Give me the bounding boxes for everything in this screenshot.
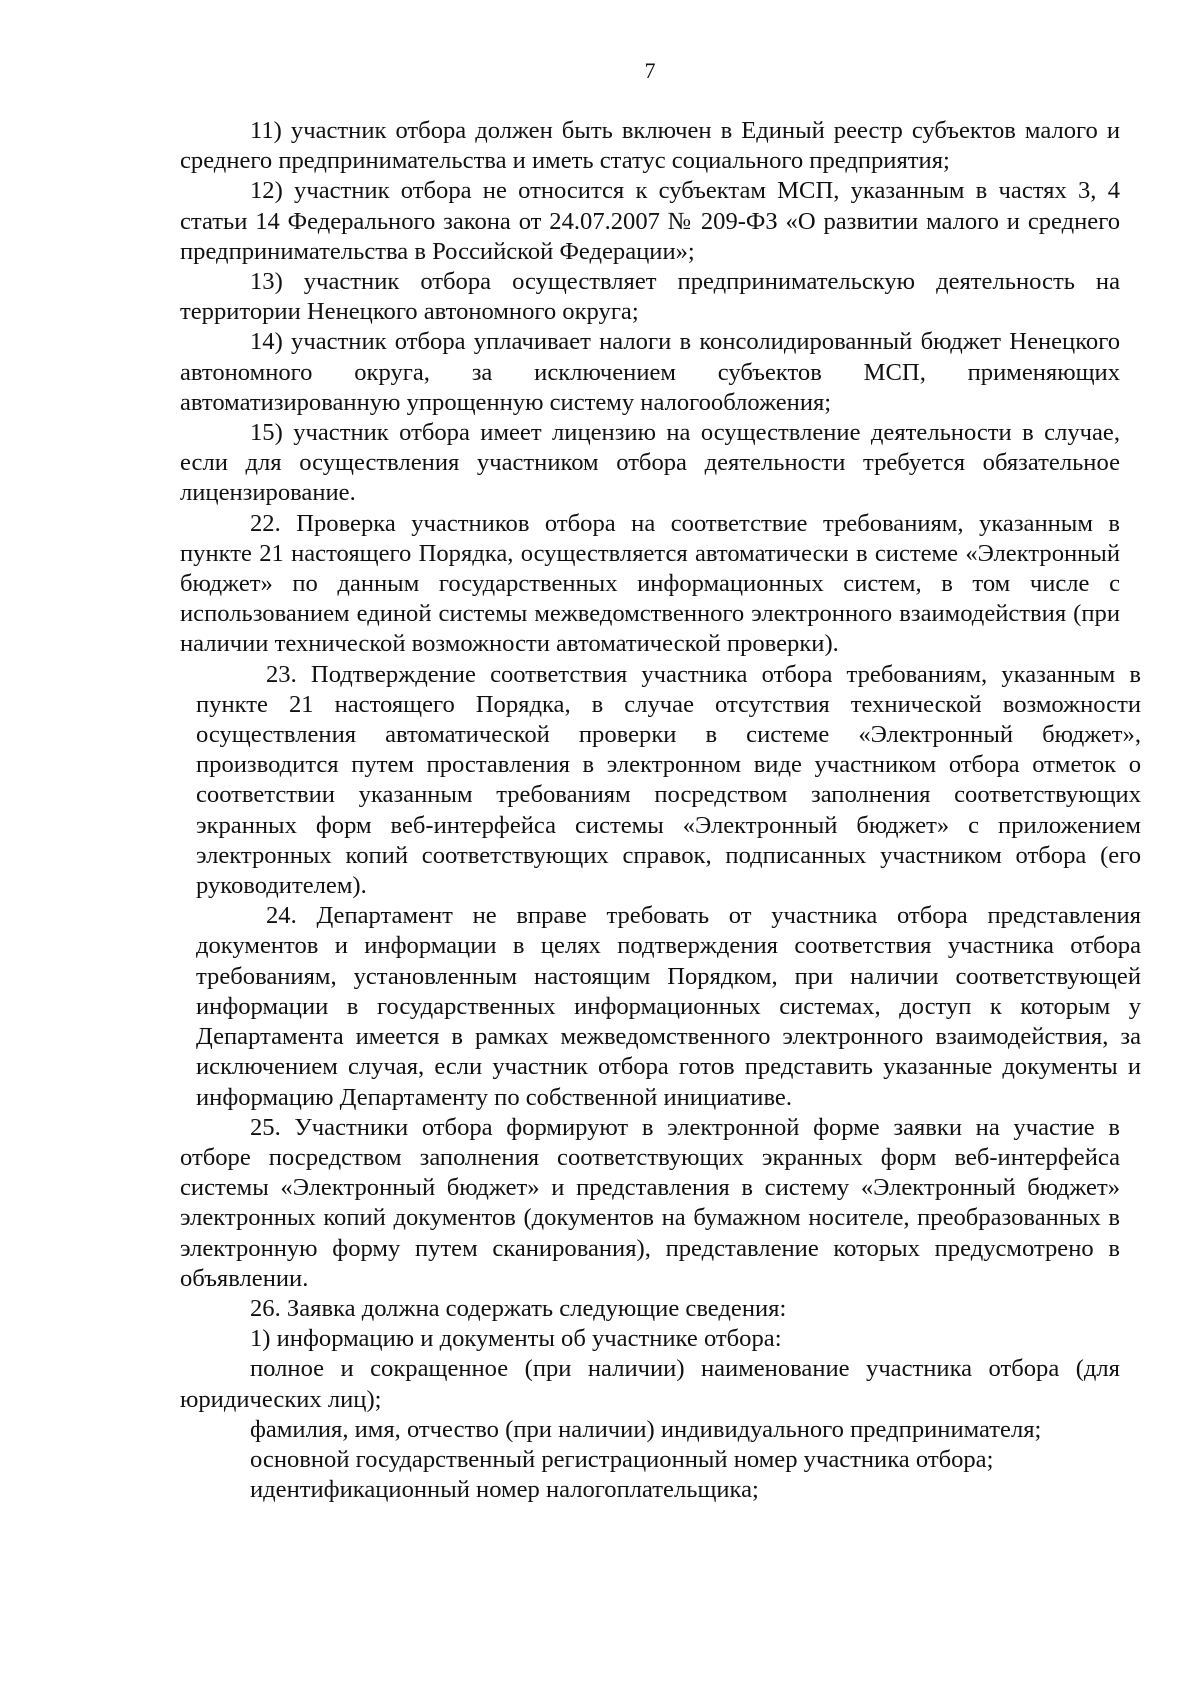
paragraph-23: 23. Подтверждение соответствия участника отбора требованиям, указанным в пункте 21 настоящего Порядка, в случае отсутствия технической возможности осуществления автоматической проверки в системе «Электронный бюджет», производится путем проставления в электронном виде участником отбора отметок о соответствии указанным требованиям посредством заполнения соответствующих экранных форм веб-интерфейса системы «Электронный бюджет» с приложением электронных копий соответствующих справок, подписанных участником отбора (его руководителем). [196, 660, 1141, 900]
paragraph-ogrn: основной государственный регистрационный номер участника отбора; [250, 1445, 994, 1473]
application-block [180, 1113, 1120, 1506]
paragraph-item-13: 13) участник отбора осуществляет предпринимательскую деятельность на территории Ненецкого автономного округа; [180, 268, 1120, 326]
paragraph-full-name: полное и сокращенное (при наличии) наименование участника отбора (для юридических лиц); [180, 1355, 1120, 1413]
document-body [180, 116, 1141, 1505]
paragraph-inn: идентификационный номер налогоплательщика; [250, 1476, 759, 1504]
paragraph-22: 22. Проверка участников отбора на соответствие требованиям, указанным в пункте 21 настоящего Порядка, осуществляется автоматически в системе «Электронный бюджет» по данным государственных информационных систем, в том числе с использованием единой системы межведомственного электронного взаимодействия (при наличии технической возможности автоматической проверки). [180, 509, 1120, 658]
paragraph-item-12: 12) участник отбора не относится к субъектам МСП, указанным в частях 3, 4 статьи 14 Федерального закона от 24.07.2007 № 209-ФЗ «О развитии малого и среднего предпринимательства в Российской Федерации»; [180, 177, 1120, 265]
paragraph-fio: фамилия, имя, отчество (при наличии) индивидуального предпринимателя; [250, 1415, 1042, 1443]
verification-block [196, 660, 1141, 1113]
paragraph-item-15: 15) участник отбора имеет лицензию на осуществление деятельности в случае, если для осуществления участником отбора деятельности требуется обязательное лицензирование. [180, 419, 1120, 507]
paragraph-item-11: 11) участник отбора должен быть включен в Единый реестр субъектов малого и среднего предпринимательства и иметь статус социального предприятия; [180, 117, 1120, 175]
paragraph-26-item-1: 1) информацию и документы об участнике отбора: [250, 1325, 782, 1353]
page-number: 7 [644, 58, 656, 83]
paragraph-item-14: 14) участник отбора уплачивает налоги в консолидированный бюджет Ненецкого автономного округа, за исключением субъектов МСП, применяющих автоматизированную упрощенную систему налогообложения; [180, 328, 1120, 416]
conditions-block [180, 116, 1120, 660]
paragraph-25: 25. Участники отбора формируют в электронной форме заявки на участие в отборе посредством заполнения соответствующих экранных форм веб-интерфейса системы «Электронный бюджет» и представления в систему «Электронный бюджет» электронных копий документов (документов на бумажном носителе, преобразованных в электронную форму путем сканирования), представление которых предусмотрено в объявлении. [180, 1113, 1120, 1292]
paragraph-26: 26. Заявка должна содержать следующие сведения: [250, 1294, 787, 1322]
paragraph-24: 24. Департамент не вправе требовать от участника отбора представления документов и информации в целях подтверждения соответствия участника отбора требованиям, установленным настоящим Порядком, при наличии соответствующей информации в государственных информационных системах, доступ к которым у Департамента имеется в рамках межведомственного электронного взаимодействия, за исключением случая, если участник отбора готов представить указанные документы и информацию Департаменту по собственной инициативе. [196, 902, 1141, 1111]
